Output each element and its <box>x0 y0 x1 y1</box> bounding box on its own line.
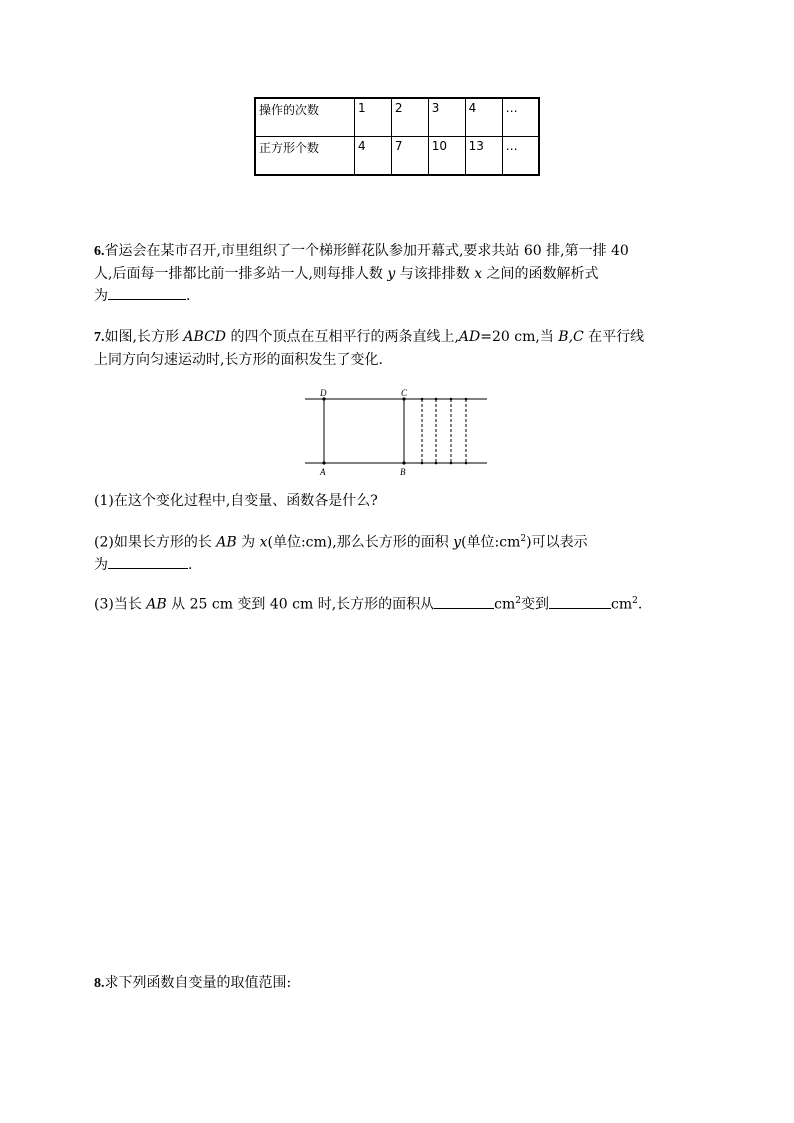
moving-point <box>465 398 468 401</box>
q7-sub1-text: (1)在这个变化过程中,自变量、函数各是什么? <box>94 493 378 509</box>
var-x: x <box>474 266 483 282</box>
segment-ab: AB <box>216 534 237 551</box>
point-b <box>402 461 405 464</box>
question-7 <box>94 326 704 371</box>
var-y: y <box>387 266 396 282</box>
var-y: y <box>453 534 462 551</box>
q7-text: 如图,长方形 <box>104 329 184 345</box>
moving-point <box>435 398 438 401</box>
point-a <box>322 461 325 464</box>
table-cell: 7 <box>391 137 428 176</box>
question-number: 6. <box>94 244 105 259</box>
q7-sub-3 <box>94 590 704 616</box>
q6-text: . <box>186 288 191 304</box>
segment-ab: AB <box>146 596 167 613</box>
moving-point <box>450 398 453 401</box>
question-number: 7. <box>94 330 105 345</box>
unit: cm <box>611 596 633 613</box>
label-c: C <box>401 388 408 398</box>
superscript: 2 <box>515 596 522 606</box>
row-header: 正方形个数 <box>255 137 355 176</box>
answer-blank[interactable] <box>434 594 494 609</box>
q6-text: 省运会在某市召开,市里组织了一个梯形鲜花队参加开幕式,要求共站 60 排,第一排 40 <box>104 243 629 259</box>
q6-text: 之间的函数解析式 <box>482 266 599 282</box>
q7-text: )可以表示 <box>526 534 588 551</box>
table-cell: … <box>502 98 539 137</box>
q7-text: 为 <box>94 556 108 573</box>
question-6 <box>94 240 704 307</box>
q6-text: 与该排排数 <box>395 266 475 282</box>
q7-text: (单位:cm <box>461 534 521 551</box>
moving-point <box>450 462 453 465</box>
moving-point <box>421 462 424 465</box>
unit: cm <box>494 596 516 613</box>
table-row <box>255 98 539 137</box>
table-cell: 4 <box>465 98 502 137</box>
question-number: 8. <box>94 976 105 991</box>
table-cell: 10 <box>428 137 465 176</box>
q7-line-1 <box>94 326 704 349</box>
q7-sub-2 <box>94 528 704 576</box>
table-row <box>255 137 539 176</box>
row-header: 操作的次数 <box>255 98 355 137</box>
var-x: x <box>259 534 268 551</box>
table-cell: … <box>502 137 539 176</box>
q7-text: (3)当长 <box>94 596 147 613</box>
q7-text: 上同方向匀速运动时,长方形的面积发生了变化. <box>94 352 383 368</box>
q7-text: (单位:cm),那么长方形的面积 <box>267 534 454 551</box>
answer-blank[interactable] <box>108 285 186 300</box>
q7-sub-1 <box>94 490 704 512</box>
points-bc: B,C <box>558 329 584 345</box>
moving-point <box>465 462 468 465</box>
moving-point <box>435 462 438 465</box>
q7-sub2-line-1 <box>94 528 704 554</box>
label-b: B <box>400 467 406 477</box>
segment-ad: AD <box>458 329 481 345</box>
table-cell: 3 <box>428 98 465 137</box>
operations-table <box>254 97 540 176</box>
q8-text: 求下列函数自变量的取值范围: <box>104 975 292 991</box>
q7-line-2 <box>94 349 704 371</box>
label-a: A <box>320 467 326 477</box>
label-d: D <box>320 388 327 398</box>
table-cell: 1 <box>355 98 392 137</box>
q6-text: 为 <box>94 288 108 304</box>
q7-text: (2)如果长方形的长 <box>94 534 217 551</box>
q7-text: 在平行线 <box>583 329 645 345</box>
table-cell: 2 <box>391 98 428 137</box>
q7-text: 为 <box>236 534 260 551</box>
table-cell: 13 <box>465 137 502 176</box>
answer-blank[interactable] <box>108 554 188 569</box>
answer-blank[interactable] <box>549 594 611 609</box>
q6-line-2 <box>94 263 704 285</box>
superscript: 2 <box>520 534 527 544</box>
table-cell: 4 <box>355 137 392 176</box>
q7-text: 变到 <box>521 596 550 613</box>
question-8 <box>94 972 704 995</box>
superscript: 2 <box>632 596 638 606</box>
q7-text: =20 cm,当 <box>480 329 559 345</box>
q7-sub2-line-2 <box>94 554 704 576</box>
q6-line-1 <box>94 240 704 263</box>
q6-text: 人,后面每一排都比前一排多站一人,则每排人数 <box>94 266 388 282</box>
q7-text: 的四个顶点在互相平行的两条直线上, <box>226 329 459 345</box>
q7-text: 从 25 cm 变到 40 cm 时,长方形的面积从 <box>166 596 435 613</box>
q7-text: . <box>637 596 643 613</box>
rect-name: ABCD <box>183 329 227 345</box>
q7-text: . <box>188 556 193 573</box>
moving-point <box>421 398 424 401</box>
q6-line-3 <box>94 285 704 307</box>
rectangle-figure <box>305 386 490 478</box>
